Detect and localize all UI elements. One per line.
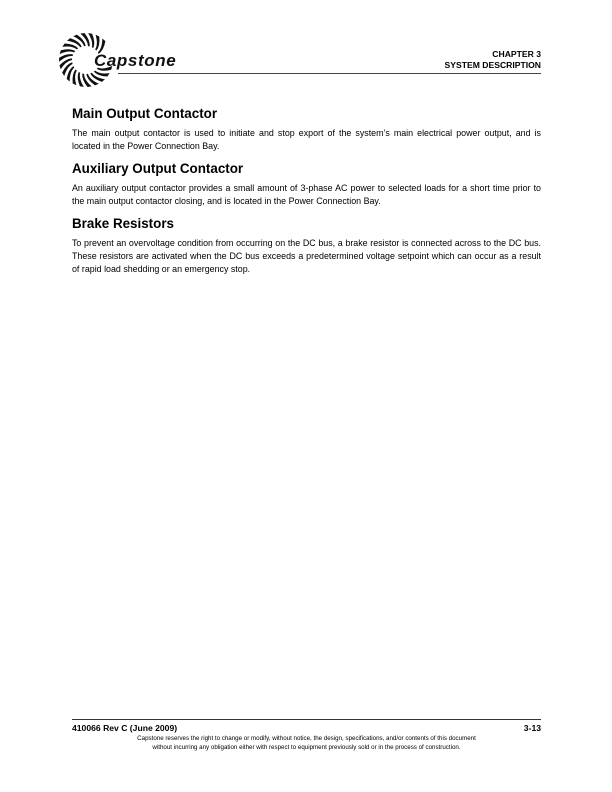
- footer-divider: [72, 719, 541, 720]
- chapter-title: SYSTEM DESCRIPTION: [444, 60, 541, 70]
- capstone-logo: [58, 32, 208, 88]
- section-main-output-contactor: [72, 106, 541, 152]
- section-heading: Brake Resistors: [72, 216, 174, 232]
- section-brake-resistors: [72, 216, 541, 275]
- disclaimer-line: without incurring any obligation either with respect to equipment previously sold or in the process of construction.: [152, 743, 461, 751]
- header-divider: [118, 73, 541, 74]
- logo-wordmark: Capstone: [94, 51, 177, 70]
- section-body: An auxiliary output contactor provides a small amount of 3-phase AC power to selected loads for a short time prior to the main output contactor closing, and is located in the Power Connection Bay.: [72, 183, 541, 206]
- section-body: To prevent an overvoltage condition from occurring on the DC bus, a brake resistor is connected across to the DC bus. These resistors are activated when the DC bus exceeds a predetermined voltage setpoint which can occur as a result of rapid load shedding or an emergency stop.: [72, 238, 541, 274]
- section-auxiliary-output-contactor: [72, 161, 541, 207]
- logo-blade: [73, 69, 77, 85]
- disclaimer-line: Capstone reserves the right to change or modify, without notice, the design, specifications, and/or contents of this document: [137, 735, 476, 742]
- document-id: 410066 Rev C (June 2009): [72, 723, 178, 733]
- section-body: The main output contactor is used to initiate and stop export of the system’s main electrical power output, and is located in the Power Connection Bay.: [72, 128, 541, 151]
- logo-blade: [94, 71, 110, 77]
- footer-disclaimer: [72, 735, 541, 752]
- section-heading: Main Output Contactor: [72, 106, 218, 121]
- chapter-number: CHAPTER 3: [492, 49, 541, 59]
- page-content: [72, 106, 541, 284]
- page-number: 3-13: [523, 723, 541, 733]
- logo-blade: [95, 35, 99, 51]
- logo-blade: [62, 44, 78, 50]
- logo-blade: [60, 49, 76, 54]
- section-heading: Auxiliary Output Contactor: [72, 161, 244, 177]
- chapter-heading: [445, 49, 541, 71]
